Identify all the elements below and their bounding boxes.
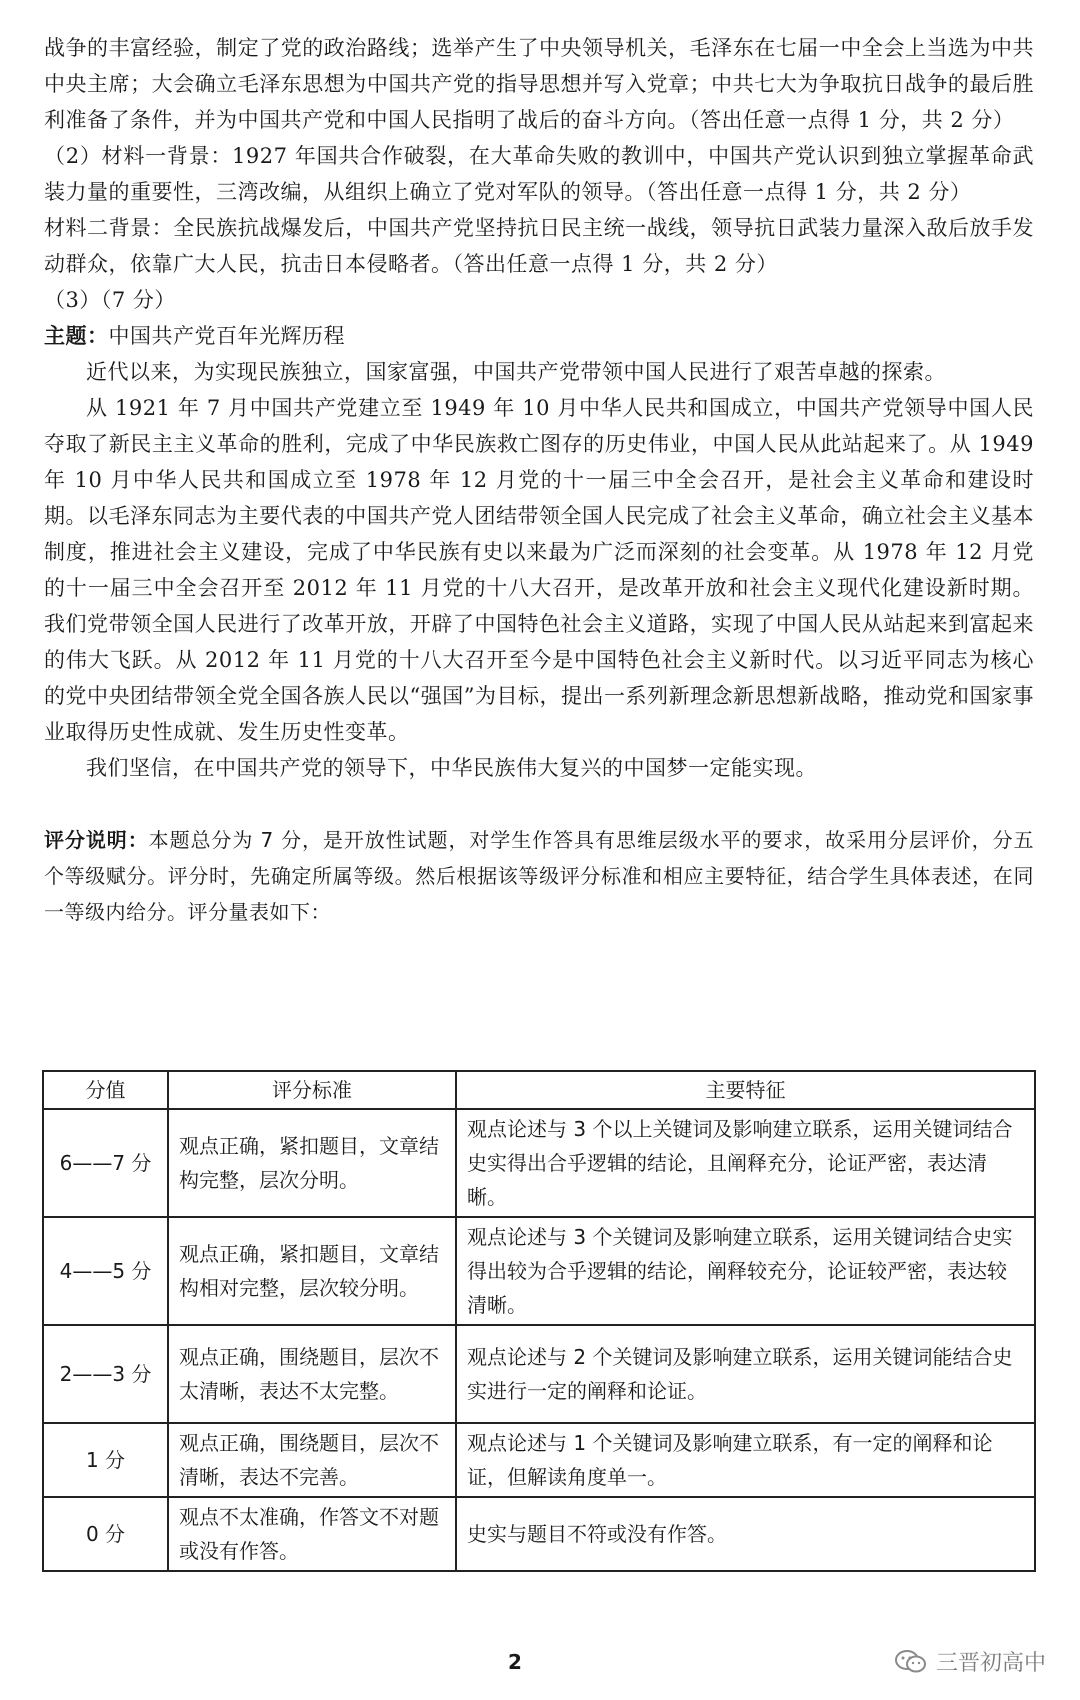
rubric-header-row xyxy=(43,1071,1035,1109)
watermark-text: 三晋初高中 xyxy=(935,1651,1046,1676)
row-score: 1 分 xyxy=(43,1423,168,1497)
essay-paragraph-2: 从 1921 年 7 月中国共产党建立至 1949 年 10 月中华人民共和国成立，中国共产党领导中国人民夺取了新民主主义革命的胜利，完成了中华民族救亡图存的历史伟业，中国人民从此站起来了。从 1949 年 10 月中华人民共和国成立至 1978 年 12 月党的十一届三中全会召开，是社会主义革命和建设时期。以毛泽东同志为主要代表的中国共产党人团结带领全国人民完成了社会主义革命，确立社会主义基本制度，推进社会主义建设，完成了中华民族有史以来最为广泛而深刻的社会变革。从 1978 年 12 月党的十一届三中全会召开至 2012 年 11 月党的十八大召开，是改革开放和社会主义现代化建设新时期。我们党带领全国人民进行了改革开放，开辟了中国特色社会主义道路，实现了中国人民从站起来到富起来的伟大飞跃。从 2012 年 11 月党的十八大召开至今是中国特色社会主义新时代。以习近平同志为核心的党中央团结带领全党全国各族人民以“强国”为目标，提出一系列新理念新思想新战略，推动党和国家事业取得历史性成就、发生历史性变革。 xyxy=(44,396,1034,744)
table-row xyxy=(43,1325,1035,1423)
answer-paragraph-3: 材料二背景：全民族抗战爆发后，中国共产党坚持抗日民主统一战线，领导抗日武装力量深入敌后放手发动群众，依靠广大人民，抗击日本侵略者。（答出任意一点得 1 分，共 2 分） xyxy=(44,216,1034,276)
header-features: 主要特征 xyxy=(456,1071,1035,1109)
row-criteria: 观点正确，紧扣题目，文章结构完整，层次分明。 xyxy=(168,1109,456,1217)
header-score: 分值 xyxy=(43,1071,168,1109)
row-criteria: 观点正确，围绕题目，层次不清晰，表达不完善。 xyxy=(168,1423,456,1497)
theme-title: 中国共产党百年光辉历程 xyxy=(108,324,345,348)
row-criteria: 观点不太准确，作答文不对题或没有作答。 xyxy=(168,1497,456,1571)
table-row xyxy=(43,1497,1035,1571)
answer-paragraph-1: 战争的丰富经验，制定了党的政治路线；选举产生了中央领导机关，毛泽东在七届一中全会上当选为中共中央主席；大会确立毛泽东思想为中国共产党的指导思想并写入党章；中共七大为争取抗日战争的最后胜利准备了条件，并为中国共产党和中国人民指明了战后的奋斗方向。（答出任意一点得 1 分，共 2 分） xyxy=(44,36,1034,132)
row-score: 4——5 分 xyxy=(43,1217,168,1325)
rubric-table xyxy=(42,1070,1036,1572)
table-row xyxy=(43,1217,1035,1325)
essay-paragraph-3: 我们坚信，在中国共产党的领导下，中华民族伟大复兴的中国梦一定能实现。 xyxy=(86,756,817,780)
row-features: 观点论述与 2 个关键词及影响建立联系，运用关键词能结合史实进行一定的阐释和论证。 xyxy=(456,1325,1035,1423)
wechat-icon xyxy=(894,1649,928,1675)
scoring-paragraph xyxy=(44,822,1034,930)
theme-label: 主题： xyxy=(44,323,109,348)
row-features: 观点论述与 3 个关键词及影响建立联系，运用关键词结合史实得出较为合乎逻辑的结论，阐释较充分，论证较严密，表达较清晰。 xyxy=(456,1217,1035,1325)
row-score: 2——3 分 xyxy=(43,1325,168,1423)
spacer xyxy=(44,786,1034,822)
answer-paragraph-2: （2）材料一背景：1927 年国共合作破裂，在大革命失败的教训中，中国共产党认识到独立掌握革命武装力量的重要性，三湾改编，从组织上确立了党对军队的领导。（答出任意一点得 1 分，共 2 分） xyxy=(44,144,1034,204)
page-number: 2 xyxy=(508,1650,522,1674)
scoring-text: 本题总分为 7 分，是开放性试题，对学生作答具有思维层级水平的要求，故采用分层评价，分五个等级赋分。评分时，先确定所属等级。然后根据该等级评分标准和相应主要特征，结合学生具体表述，在同一等级内给分。评分量表如下： xyxy=(44,828,1034,924)
row-score: 0 分 xyxy=(43,1497,168,1571)
row-criteria: 观点正确，围绕题目，层次不太清晰，表达不太完整。 xyxy=(168,1325,456,1423)
answer-text xyxy=(44,30,1034,930)
scoring-notes xyxy=(44,822,1034,930)
essay-theme xyxy=(44,318,1034,354)
answer-paragraph-4: （3）（7 分） xyxy=(44,288,176,312)
row-features: 史实与题目不符或没有作答。 xyxy=(456,1497,1035,1571)
table-row xyxy=(43,1423,1035,1497)
table-row xyxy=(43,1109,1035,1217)
watermark xyxy=(894,1646,1046,1677)
header-criteria: 评分标准 xyxy=(168,1071,456,1109)
row-features: 观点论述与 1 个关键词及影响建立联系，有一定的阐释和论证，但解读角度单一。 xyxy=(456,1423,1035,1497)
essay-paragraph-1: 近代以来，为实现民族独立，国家富强，中国共产党带领中国人民进行了艰苦卓越的探索。 xyxy=(86,360,946,384)
row-score: 6——7 分 xyxy=(43,1109,168,1217)
scoring-label: 评分说明： xyxy=(44,828,149,852)
row-criteria: 观点正确，紧扣题目，文章结构相对完整，层次较分明。 xyxy=(168,1217,456,1325)
row-features: 观点论述与 3 个以上关键词及影响建立联系，运用关键词结合史实得出合乎逻辑的结论，且阐释充分，论证严密，表达清晰。 xyxy=(456,1109,1035,1217)
